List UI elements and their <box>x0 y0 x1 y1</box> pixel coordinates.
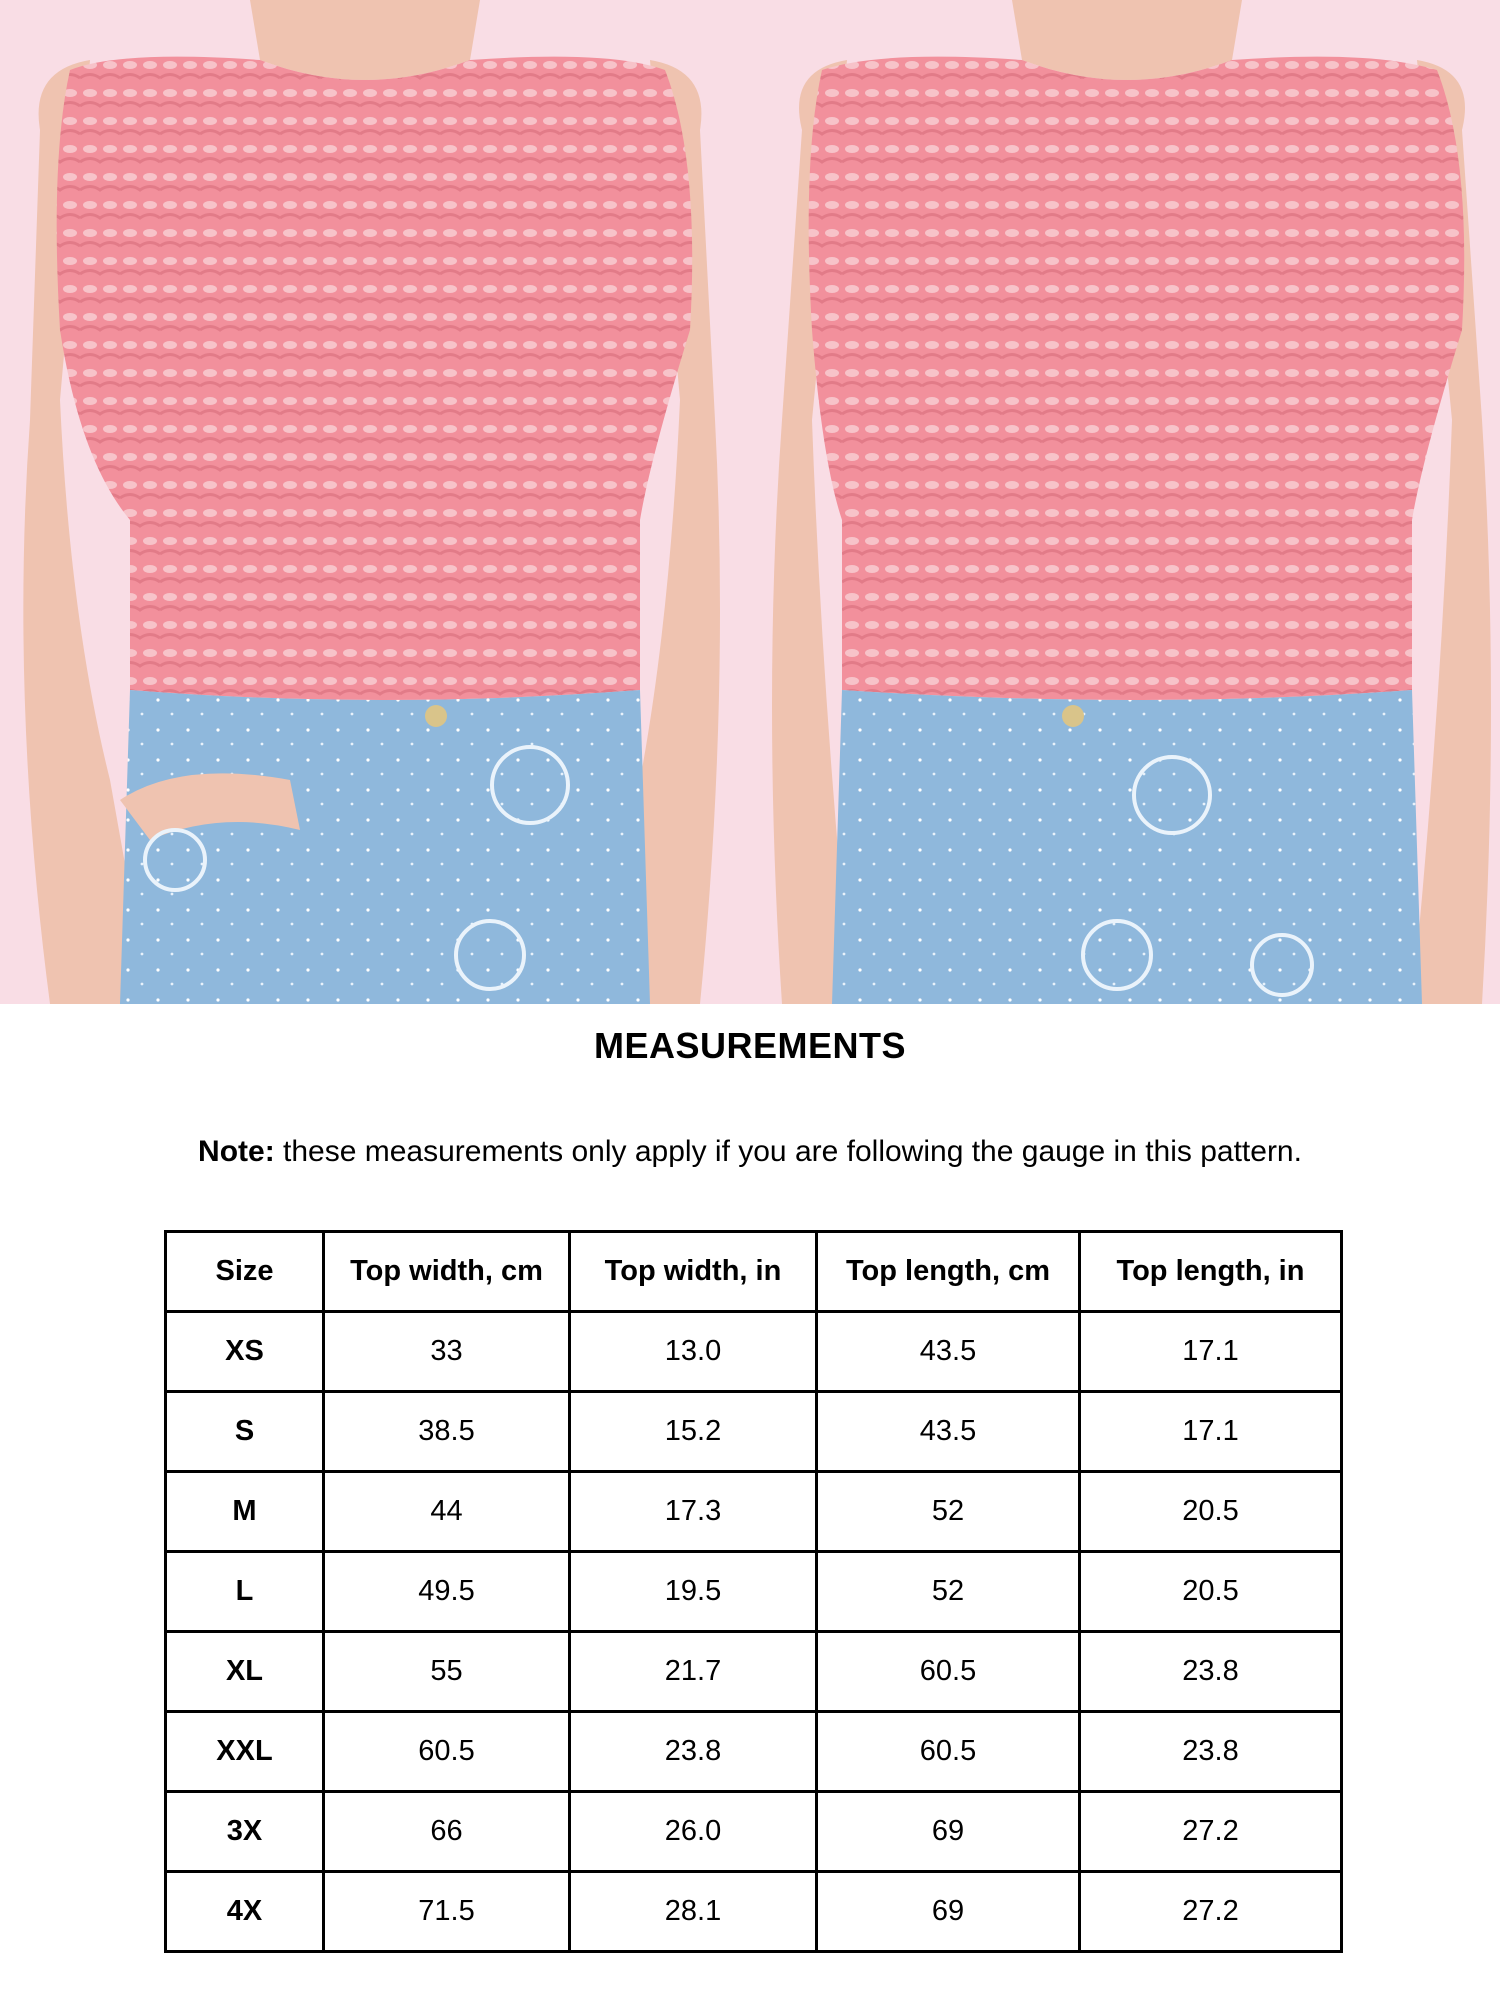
model-illustration <box>762 0 1500 1004</box>
gauge-note <box>0 1135 1500 1169</box>
table-row <box>166 1472 1342 1552</box>
length-in-cell: 17.1 <box>1080 1312 1342 1392</box>
width-cm-cell: 71.5 <box>324 1872 570 1952</box>
header-size: Size <box>166 1232 324 1312</box>
measurements-table <box>164 1230 1343 1953</box>
width-in-cell: 17.3 <box>570 1472 817 1552</box>
photo-front-hand-in-pocket <box>0 0 738 1004</box>
table-row <box>166 1392 1342 1472</box>
table-row <box>166 1552 1342 1632</box>
length-in-cell: 23.8 <box>1080 1632 1342 1712</box>
length-in-cell: 23.8 <box>1080 1712 1342 1792</box>
length-in-cell: 27.2 <box>1080 1872 1342 1952</box>
width-cm-cell: 66 <box>324 1792 570 1872</box>
header-top-length-cm: Top length, cm <box>817 1232 1080 1312</box>
size-cell: XL <box>166 1632 324 1712</box>
width-in-cell: 28.1 <box>570 1872 817 1952</box>
table-header-row <box>166 1232 1342 1312</box>
size-cell: XXL <box>166 1712 324 1792</box>
size-cell: 3X <box>166 1792 324 1872</box>
width-cm-cell: 60.5 <box>324 1712 570 1792</box>
table-row <box>166 1312 1342 1392</box>
size-cell: 4X <box>166 1872 324 1952</box>
size-cell: M <box>166 1472 324 1552</box>
width-in-cell: 21.7 <box>570 1632 817 1712</box>
length-cm-cell: 60.5 <box>817 1712 1080 1792</box>
table-row <box>166 1712 1342 1792</box>
note-label: Note: <box>198 1135 275 1168</box>
size-cell: XS <box>166 1312 324 1392</box>
length-in-cell: 27.2 <box>1080 1792 1342 1872</box>
length-cm-cell: 60.5 <box>817 1632 1080 1712</box>
header-top-width-in: Top width, in <box>570 1232 817 1312</box>
table-row <box>166 1792 1342 1872</box>
table-row <box>166 1872 1342 1952</box>
width-in-cell: 13.0 <box>570 1312 817 1392</box>
size-cell: S <box>166 1392 324 1472</box>
length-cm-cell: 69 <box>817 1792 1080 1872</box>
width-in-cell: 19.5 <box>570 1552 817 1632</box>
length-cm-cell: 43.5 <box>817 1312 1080 1392</box>
size-cell: L <box>166 1552 324 1632</box>
table-row <box>166 1632 1342 1712</box>
length-cm-cell: 43.5 <box>817 1392 1080 1472</box>
width-in-cell: 15.2 <box>570 1392 817 1472</box>
measurements-heading: MEASUREMENTS <box>593 1025 907 1066</box>
model-illustration <box>0 0 738 1004</box>
width-cm-cell: 33 <box>324 1312 570 1392</box>
length-cm-cell: 52 <box>817 1552 1080 1632</box>
width-in-cell: 23.8 <box>570 1712 817 1792</box>
length-cm-cell: 52 <box>817 1472 1080 1552</box>
width-cm-cell: 49.5 <box>324 1552 570 1632</box>
photo-front-arms-down <box>762 0 1500 1004</box>
width-in-cell: 26.0 <box>570 1792 817 1872</box>
note-text: these measurements only apply if you are following the gauge in this pattern. <box>274 1135 1302 1168</box>
length-in-cell: 17.1 <box>1080 1392 1342 1472</box>
length-in-cell: 20.5 <box>1080 1472 1342 1552</box>
header-top-length-in: Top length, in <box>1080 1232 1342 1312</box>
width-cm-cell: 38.5 <box>324 1392 570 1472</box>
width-cm-cell: 44 <box>324 1472 570 1552</box>
length-in-cell: 20.5 <box>1080 1552 1342 1632</box>
length-cm-cell: 69 <box>817 1872 1080 1952</box>
header-top-width-cm: Top width, cm <box>324 1232 570 1312</box>
width-cm-cell: 55 <box>324 1632 570 1712</box>
